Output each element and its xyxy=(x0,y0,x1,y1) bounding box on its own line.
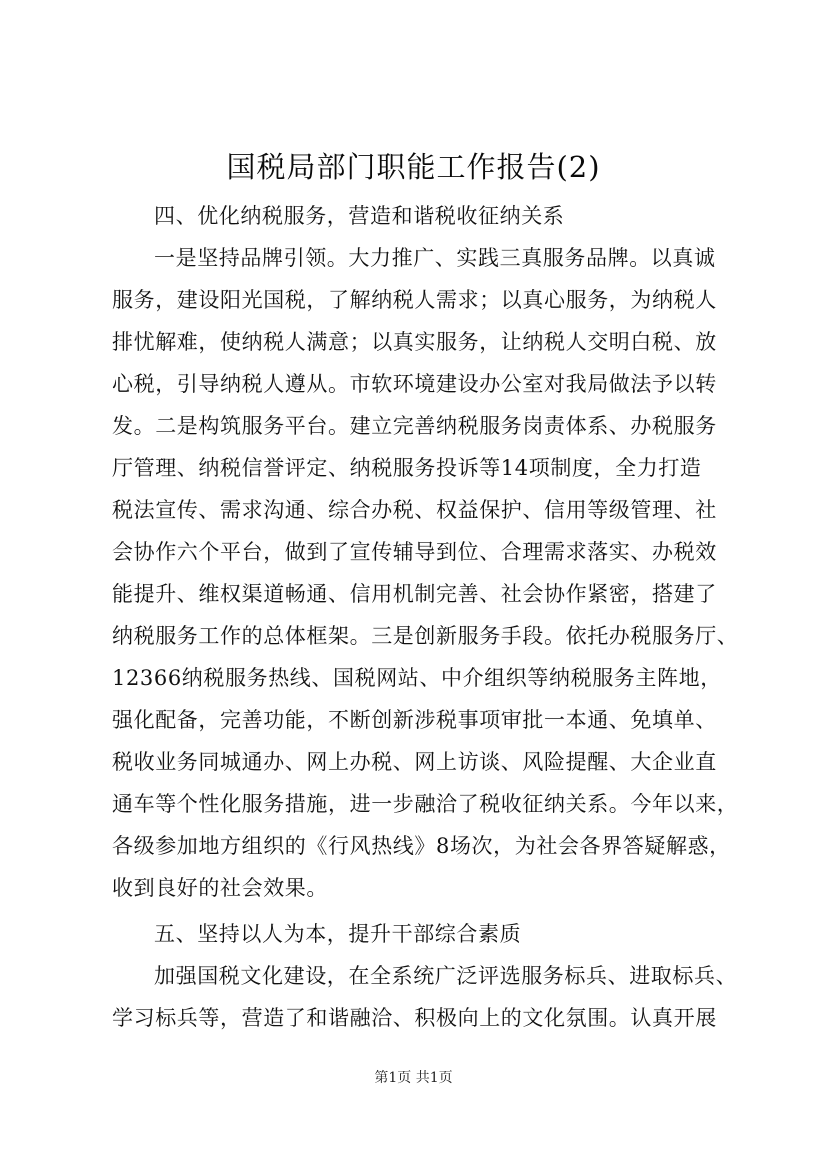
paragraph-line: 能提升、维权渠道畅通、信用机制完善、社会协作紧密，搭建了 xyxy=(112,582,717,606)
section-heading: 五、坚持以人为本，提升干部综合素质 xyxy=(154,922,522,946)
paragraph-line: 加强国税文化建设，在全系统广泛评选服务标兵、进取标兵、 xyxy=(154,964,738,988)
page-number: 第1页 共1页 xyxy=(374,1070,453,1086)
paragraph-line: 服务，建设阳光国税，了解纳税人需求；以真心服务，为纳税人 xyxy=(112,288,717,312)
paragraph-line: 心税，引导纳税人遵从。市软环境建设办公室对我局做法予以转 xyxy=(112,372,717,396)
paragraph-line: 各级参加地方组织的《行风热线》8场次，为社会各界答疑解惑， xyxy=(112,834,731,858)
paragraph-line: 厅管理、纳税信誉评定、纳税服务投诉等14项制度，全力打造 xyxy=(112,456,702,480)
paragraph-line: 纳税服务工作的总体框架。三是创新服务手段。依托办税服务厅、 xyxy=(112,624,739,648)
paragraph-line: 税法宣传、需求沟通、综合办税、权益保护、信用等级管理、社 xyxy=(112,498,717,522)
paragraph-line: 一是坚持品牌引领。大力推广、实践三真服务品牌。以真诚 xyxy=(154,246,716,270)
paragraph-line: 强化配备，完善功能，不断创新涉税事项审批一本通、免填单、 xyxy=(112,708,717,732)
paragraph-line: 会协作六个平台，做到了宣传辅导到位、合理需求落实、办税效 xyxy=(112,540,717,564)
paragraph-line: 排忧解难，使纳税人满意；以真实服务，让纳税人交明白税、放 xyxy=(112,330,717,354)
paragraph-line: 收到良好的社会效果。 xyxy=(112,876,328,900)
document-body xyxy=(112,195,739,1039)
paragraph-line: 发。二是构筑服务平台。建立完善纳税服务岗责体系、办税服务 xyxy=(112,414,717,438)
document-title: 国税局部门职能工作报告(2) xyxy=(226,150,601,184)
paragraph-line: 通车等个性化服务措施，进一步融洽了税收征纳关系。今年以来， xyxy=(112,792,739,816)
paragraph-line: 12366纳税服务热线、国税网站、中介组织等纳税服务主阵地， xyxy=(112,666,722,690)
section-heading: 四、优化纳税服务，营造和谐税收征纳关系 xyxy=(154,204,565,228)
paragraph-line: 税收业务同城通办、网上办税、网上访谈、风险提醒、大企业直 xyxy=(112,750,717,774)
paragraph-line: 学习标兵等，营造了和谐融洽、积极向上的文化氛围。认真开展 xyxy=(112,1006,717,1030)
